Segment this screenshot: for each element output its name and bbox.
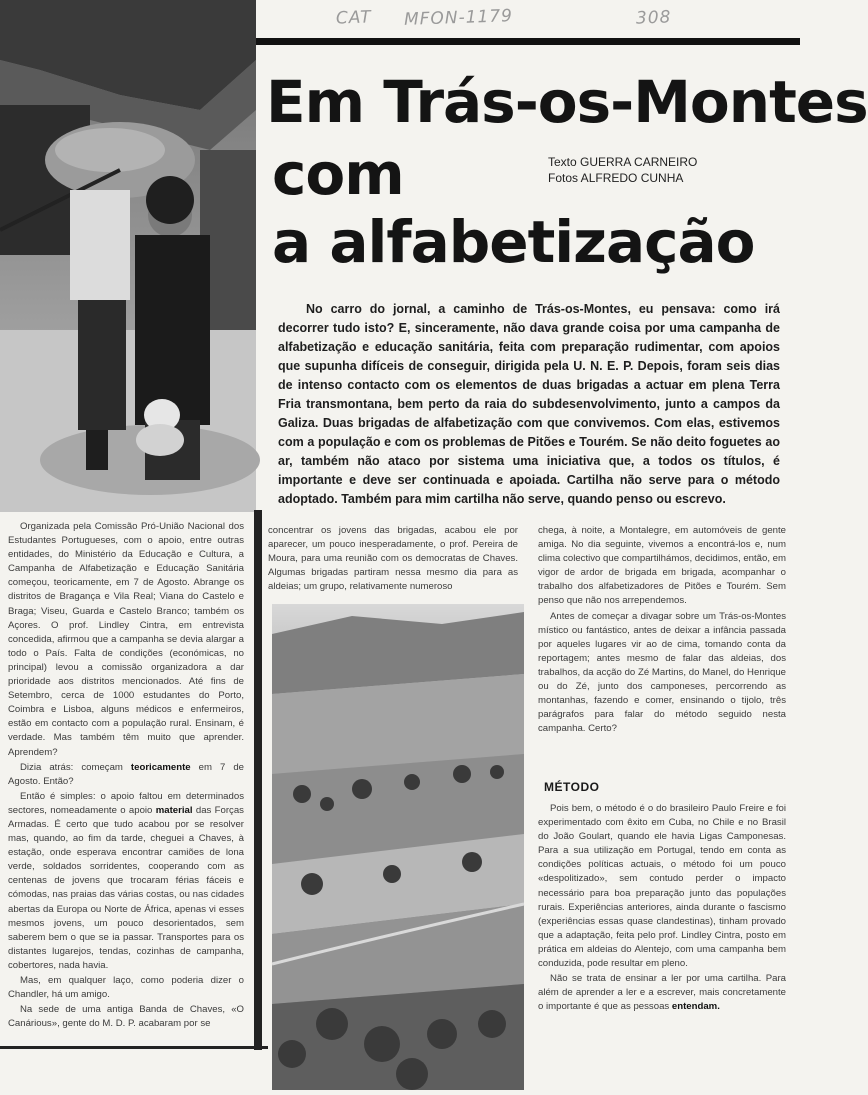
body-column-3: chega, à noite, a Montalegre, em automóveis de gente amiga. No dia seguinte, vivemos a encontrá-los e, num clima colectivo que compartilhámos, decidimos, então, em vigor de ardor de brigada em brigada, acompanhar o trabalho dos alfabetizadores de Pitões e Tourém. Sem penso que não nos arrependemos. Antes de começar a divagar sobre um Trás-os-Montes místico ou fantástico, antes de deixar a infância passada por aqueles lugares vir ao de cima, tomando conta da reportagem; antes mesmo de falar das aldeias, dos trabalhos, da acção do Zé Martins, do Manel, do Henrique ou do Zé, junto dos camponeses, percorrendo as montanhas, fazendo e comer, ensinando o tijolo, três parágrafos para falar do método seguido nesta campanha. Certo? bbox=[538, 525, 786, 735]
credit-text: Texto GUERRA CARNEIRO bbox=[548, 155, 698, 169]
header-rule bbox=[254, 38, 800, 45]
photo-women-carrying-hay bbox=[0, 0, 256, 512]
photo-landscape-fields bbox=[272, 604, 524, 1090]
bottom-rule bbox=[0, 1046, 268, 1049]
article-title-line-3: a alfabetização bbox=[272, 208, 755, 276]
handwritten-mark-cat: CAT bbox=[335, 7, 372, 29]
lead-paragraph: No carro do jornal, a caminho de Trás-os-Montes, eu pensava: como irá decorrer tudo isto? E, sinceramente, não dava grande coisa por uma campanha de alfabetização e educação sanitária, feita com preparação rudimentar, com apoios que supunha difíceis de conseguir, dirigida pela U. N. E. P. Depois, foram seis dias de intenso contacto com os elementos de duas brigadas a actuar em plena Terra Fria transmontana, bem perto da raia do subdesenvolvimento, junto a campos da Galiza. Duas brigadas de alfabetização com que convivemos. Com elas, estivemos com a população e com os problemas de Pitões e Tourém. Se não deito foguetes ao ar, também não ataco por sistema uma iniciativa que, a todos os títulos, é importante e deve ser continuada e apoiada. Cartilha não serve para o método adoptado. Também para mim cartilha não serve, quando penso ou escrevo. bbox=[278, 302, 780, 506]
article-title-line-2: com bbox=[272, 140, 404, 208]
handwritten-mark-reference: MFON-1179 bbox=[403, 6, 514, 30]
credit-photos: Fotos ALFREDO CUNHA bbox=[548, 171, 684, 185]
body-column-2: concentrar os jovens das brigadas, acabou ele por aparecer, um pouco inesperadamente, o prof. Pereira de Moura, para uma reunião com os democratas de Chaves. Algumas brigadas partiram nessa mesmo dia para as aldeias; um grupo, relativamente numeroso bbox=[268, 525, 518, 593]
handwritten-page-number: 308 bbox=[635, 7, 672, 29]
article-title-line-1: Em Trás-os-Montes bbox=[266, 68, 868, 136]
body-column-1: Organizada pela Comissão Pró-União Nacional dos Estudantes Portugueses, com o apoio, entre outras entidades, do Ministério da Educação e Cultura, a Campanha de Alfabetização e Educação Sanitária começou, teoricamente, em 7 de Agosto. Abrange os distritos de Bragança e Vila Real; Viana do Castelo e Braga; Viseu, Guarda e Castelo Branco; também os Açores. O prof. Lindley Cintra, em entrevista concedida, afirmou que a campanha se devia alargar a todo o País. Falta de condições (económicas, no principal) levou a comissão organizadora a dar prioridade aos distritos mencionados. Até fins de Setembro, cerca de 1000 estudantes do Porto, Coimbra e Lisboa, alguns médicos e enfermeiros, estão em contacto com a população rural. Ensinam, é verdade. Mas também têm muito que aprender. Aprendem? Dizia atrás: começam teoricamente em 7 de Agosto. Então? Então é simples: o apoio faltou em determinados sectores, nomeadamente o apoio material das Forças Armadas. É certo que tudo acabou por se resolver mas, quando, ao fim da tarde, cheguei a Chaves, à estação, onde esperava encontrar camiões de lona verde, soldados sorridentes, cooperando com as centenas de jovens que trocaram férias fáceis e cómodas, nas praias das várias costas, ou nas cidades abertas da Europa ou Norte de África, apenas vi esses mesmos jovens, um pouco desorientados, sem saberem bem o que se ia passar. Transportes para os distantes lugarejos, tendas, cozinhas de campanha, cobertores, nada havia. Mas, em qualquer laço, como poderia dizer o Chandler, há um amigo. Na sede de uma antiga Banda de Chaves, «O Canárious», gente do M. D. P. acabaram por se bbox=[8, 521, 244, 1030]
section-heading-metodo: MÉTODO bbox=[544, 780, 600, 794]
column-divider bbox=[254, 510, 262, 1050]
body-column-3-method: Pois bem, o método é o do brasileiro Paulo Freire e foi experimentado com êxito em Cuba, no Chile e no Brasil do João Goulart, quando ele havia Ligas Camponesas. Para a sua utilização em Portugal, tendo em conta as condições políticas actuais, o método foi um pouco «despolitizado», sem contudo perder o impacto necessário para boa preparação junto das populações rurais. Experiências anteriores, ainda durante o fascismo (experiências essas quase clandestinas), tinham provado que a adaptação, feita pelo prof. Lindley Cintra, posto em prática em aldeias do Alentejo, com uma campanha bem conduzida, pode resultar em pleno. Não se trata de ensinar a ler por uma cartilha. Para além de aprender a ler e a escrever, mais concretamente o importante é que as pessoas entendam. bbox=[538, 803, 786, 1013]
